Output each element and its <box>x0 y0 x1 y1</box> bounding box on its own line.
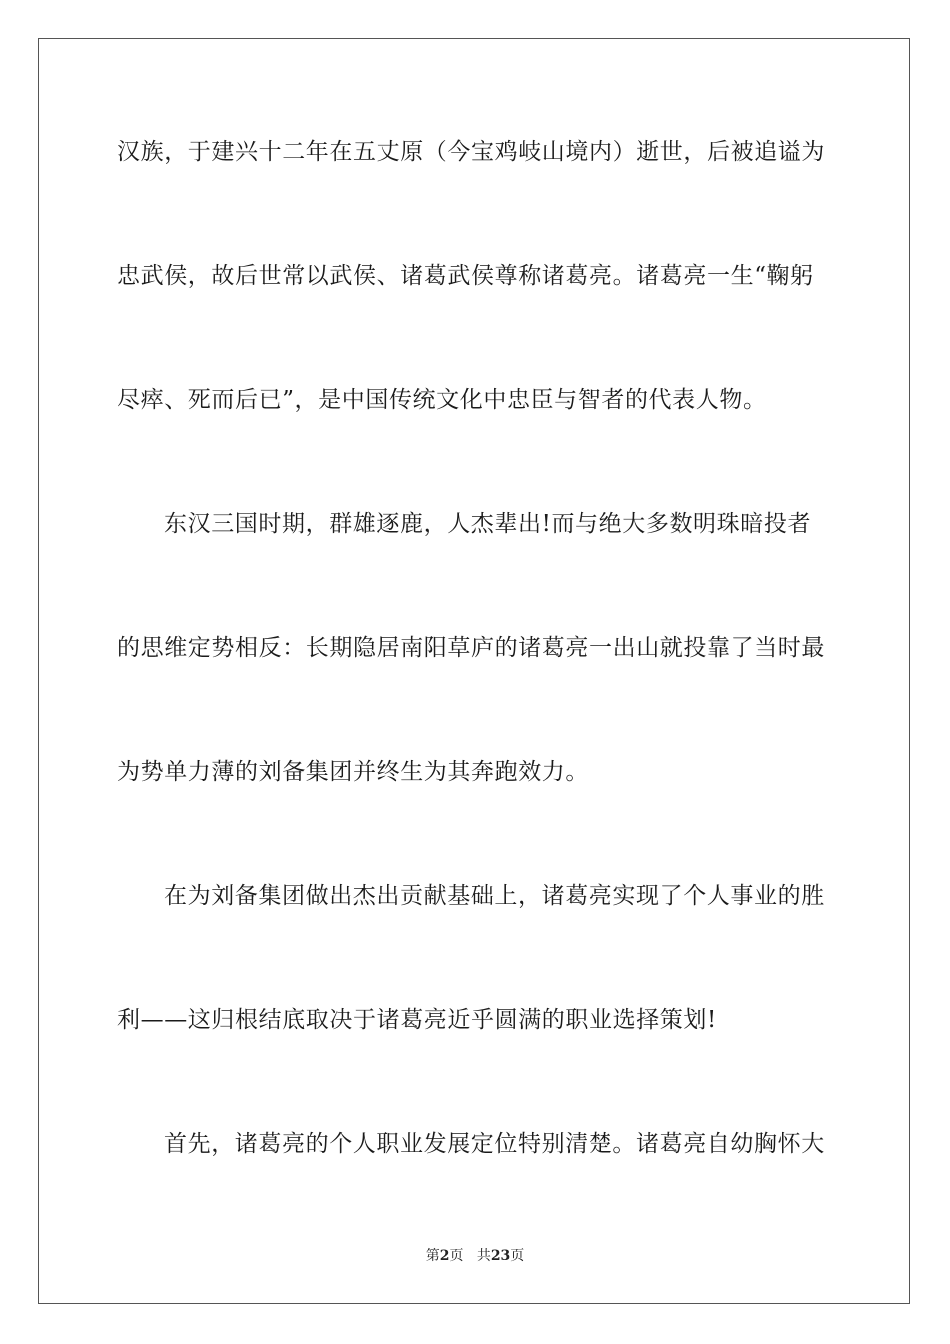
text-line: 尽瘁、死而后已”，是中国传统文化中忠臣与智者的代表人物。 <box>117 387 767 413</box>
text-line: 为势单力薄的刘备集团并终生为其奔跑效力。 <box>117 759 589 785</box>
paragraph-first-line: 首先，诸葛亮的个人职业发展定位特别清楚。诸葛亮自幼胸怀大 <box>164 1131 825 1157</box>
total-suffix: 页 <box>510 1248 525 1264</box>
total-prefix: 共 <box>476 1248 491 1264</box>
paragraph-first-line: 东汉三国时期，群雄逐鹿，人杰辈出!而与绝大多数明珠暗投者 <box>164 511 812 537</box>
page-suffix: 页 <box>449 1248 464 1264</box>
page-prefix: 第 <box>425 1248 440 1264</box>
total-pages: 23 <box>490 1248 511 1264</box>
page-footer <box>0 1247 950 1265</box>
paragraph-first-line: 在为刘备集团做出杰出贡献基础上，诸葛亮实现了个人事业的胜 <box>164 883 825 909</box>
page-border <box>38 38 910 1304</box>
page-number: 2 <box>439 1248 450 1264</box>
text-line: 忠武侯，故后世常以武侯、诸葛武侯尊称诸葛亮。诸葛亮一生“鞠躬 <box>117 263 814 289</box>
text-line: 的思维定势相反：长期隐居南阳草庐的诸葛亮一出山就投靠了当时最 <box>117 635 825 661</box>
text-line: 利——这归根结底取决于诸葛亮近乎圆满的职业选择策划! <box>117 1007 717 1033</box>
text-line: 汉族，于建兴十二年在五丈原（今宝鸡岐山境内）逝世，后被追谥为 <box>117 139 825 165</box>
